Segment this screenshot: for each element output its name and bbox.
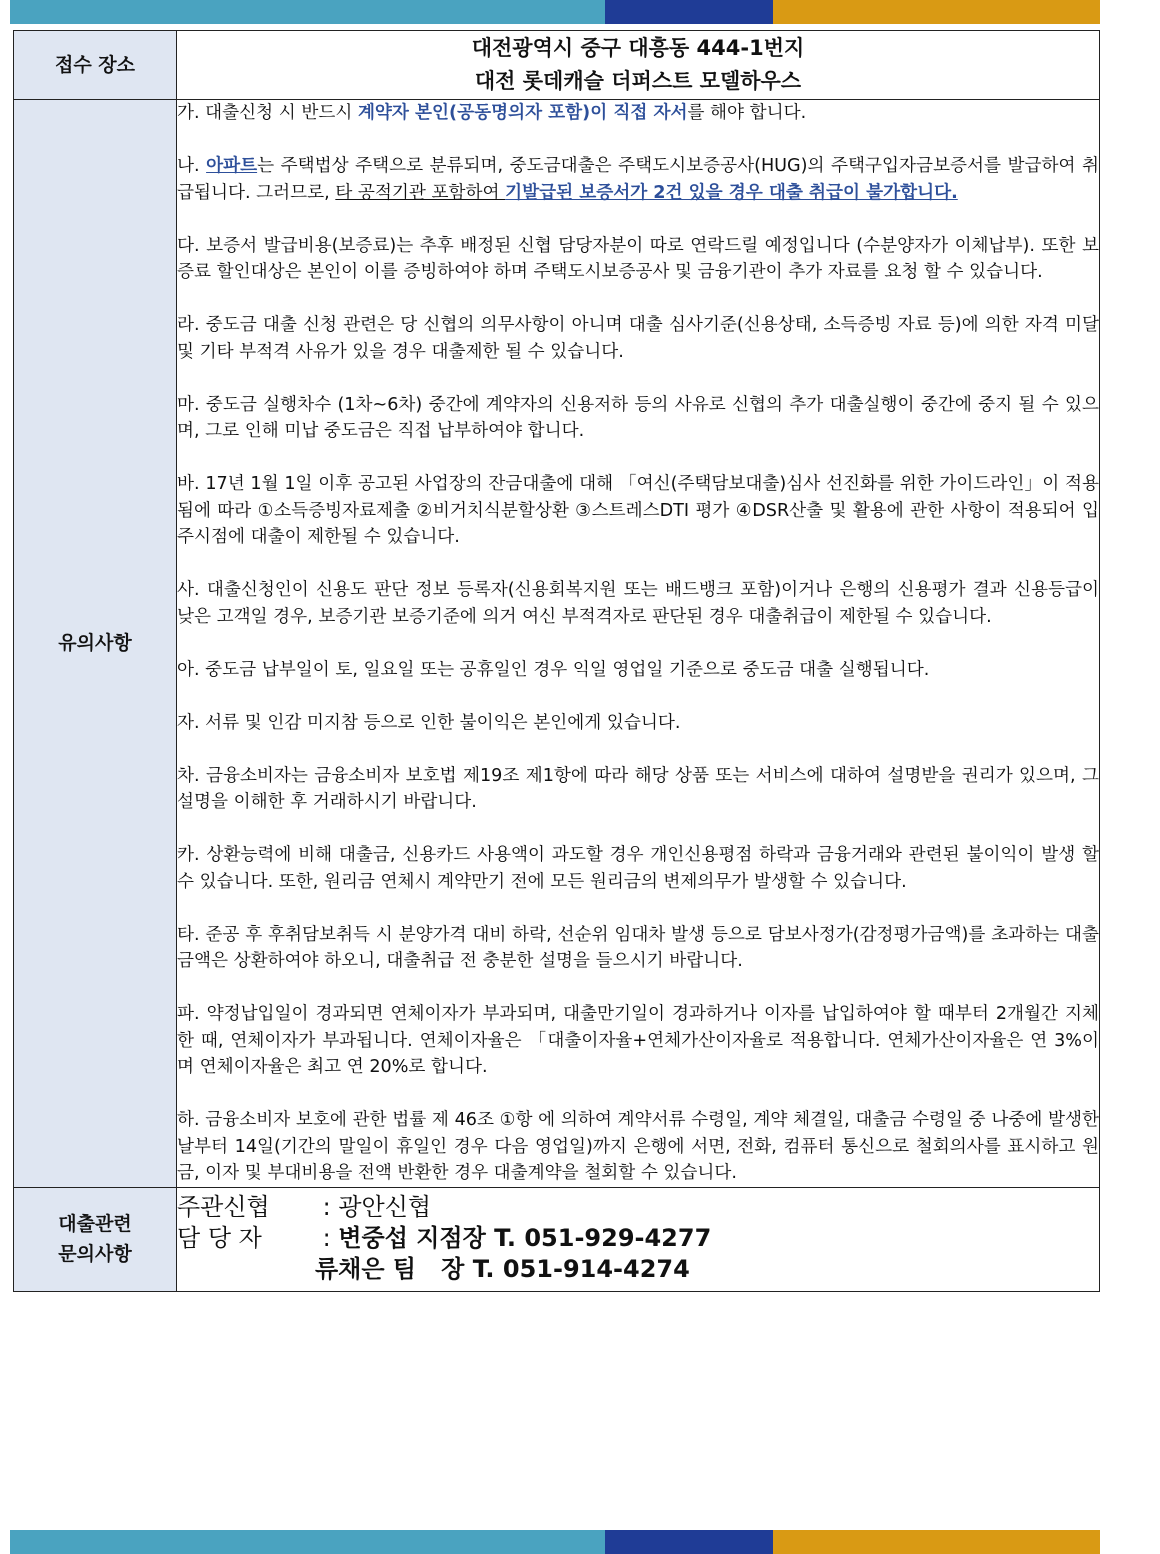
note-ha: 하. 금융소비자 보호에 관한 법률 제 46조 ①항 에 의하여 계약서류 수령일, 계약 체결일, 대출금 수령일 중 나중에 발생한 날부터 14일(기간의 말일이 휴일인 경우 다음 영업일)까지 은행에 서면, 전화, 컴퓨터 통신으로 철회의사를 표시하고 원금, 이자 및 부대비용을 전액 반환한 경우 대출계약을 철회할 수 있습니다. [177,1110,1099,1183]
contact-org-sep: : [315,1192,339,1221]
note-na [177,153,1099,206]
note-ra: 라. 중도금 대출 신청 관련은 당 신협의 의무사항이 아니며 대출 심사기준(신용상태, 소득증빙 자료 등)에 의한 자격 미달 및 기타 부적격 사유가 있을 경우 대출제한 될 수 있습니다. [177,315,1099,362]
band-segment-gold [773,1530,1100,1554]
note-pa: 파. 약정납입일이 경과되면 연체이자가 부과되며, 대출만기일이 경과하거나 이자를 납입하여야 할 때부터 2개월간 지체한 때, 연체이자가 부과됩니다. 연체이자율은 「대출이자율+연체가산이자율로 적용합니다. 연체가산이자율은 연 3%이며 연체이자율은 최고 연 20%로 합니다. [177,1004,1100,1077]
band-segment-teal [10,1530,605,1554]
note-ga-highlight: 계약자 본인(공동명의자 포함)이 직접 자서 [357,103,688,123]
contact-org-key: 주관신협 [177,1192,270,1221]
note-na-underline: 타 공적기관 포함하여 [335,182,506,203]
band-segment-navy [605,0,773,24]
note-ta: 타. 준공 후 후취담보취득 시 분양가격 대비 하락, 선순위 임대차 발생 등으로 담보사정가(감정평가금액)를 초과하는 대출금액은 상환하여야 하오니, 대출취급 전 충분한 설명을 들으시기 바랍니다. [177,924,1099,971]
contact-staff-key: 담 당 자 [177,1223,262,1252]
bottom-color-band [10,1530,1100,1554]
note-na-highlight: 아파트 [206,156,258,176]
note-ma: 마. 중도금 실행차수 (1차~6차) 중간에 계약자의 신용저하 등의 사유로 신협의 추가 대출실행이 중간에 중지 될 수 있으며, 그로 인해 미납 중도금은 직접 납부하여야 합니다. [177,394,1099,441]
contact-staff-2: 류채은 팀 장 T. 051-914-4274 [315,1254,690,1283]
band-segment-navy [605,1530,773,1554]
contact-org-row [177,1192,1099,1223]
top-color-band [10,0,1100,24]
note-cha: 차. 금융소비자는 금융소비자 보호법 제19조 제1항에 따라 해당 상품 또는 서비스에 대하여 설명받을 권리가 있으며, 그 설명을 이해한 후 거래하시기 바랍니다. [177,765,1099,812]
note-na-prefix: 나. [177,156,207,176]
loan-notice-table [13,30,1100,1292]
venue-address [177,31,1100,100]
venue-address-line2: 대전 롯데캐슬 더퍼스트 모델하우스 [474,69,802,93]
contact-org-value: 광안신협 [338,1192,432,1221]
note-ga-text: 가. 대출신청 시 반드시 [177,103,358,123]
venue-row [14,31,1100,100]
note-da: 다. 보증서 발급비용(보증료)는 추후 배정된 신협 담당자분이 따로 연락드릴 예정입니다 (수분양자가 이체납부). 또한 보증료 할인대상은 본인이 이를 증빙하여야 하며 주택도시보증공사 및 금융기관이 추가 자료를 요청 할 수 있습니다. [177,235,1099,282]
contact-content [177,1187,1100,1291]
note-ga-text-end: 를 해야 합니다. [687,103,807,123]
note-ga [177,100,1099,127]
contact-staff-row-2 [177,1254,1099,1285]
venue-label: 접수 장소 [14,31,177,100]
note-ja: 자. 서류 및 인감 미지참 등으로 인한 불이익은 본인에게 있습니다. [177,712,681,733]
note-ba: 바. 17년 1월 1일 이후 공고된 사업장의 잔금대출에 대해 「여신(주택담보대출)심사 선진화를 위한 가이드라인」이 적용됨에 따라 ①소득증빙자료제출 ②비거치식분할상환 ③스트레스DTI 평가 ④DSR산출 및 활용에 관한 사항이 적용되어 입주시점에 대출이 제한될 수 있습니다. [177,474,1099,547]
notes-row [14,100,1100,1188]
notes-label: 유의사항 [14,100,177,1188]
note-na-highlight-warning: 기발급된 보증서가 2건 있을 경우 대출 취급이 불가합니다. [505,182,958,203]
band-segment-gold [773,0,1100,24]
notes-content [177,100,1100,1188]
contact-label [14,1187,177,1291]
venue-address-line1: 대전광역시 중구 대흥동 444-1번지 [471,36,805,60]
contact-staff-1: 변중섭 지점장 T. 051-929-4277 [338,1223,712,1252]
contact-staff-sep: : [315,1223,339,1252]
note-ka: 카. 상환능력에 비해 대출금, 신용카드 사용액이 과도할 경우 개인신용평점 하락과 금융거래와 관련된 불이익이 발생 할 수 있습니다. 또한, 원리금 연체시 계약만기 전에 모든 원리금의 변제의무가 발생할 수 있습니다. [177,845,1099,892]
notes-list [177,100,1099,1187]
contact-info [177,1188,1099,1291]
contact-label-line2: 문의사항 [58,1243,132,1265]
note-sa: 사. 대출신청인이 신용도 판단 정보 등록자(신용회복지원 또는 배드뱅크 포함)이거나 은행의 신용평가 결과 신용등급이 낮은 고객일 경우, 보증기관 보증기준에 의거 여신 부적격자로 판단된 경우 대출취급이 제한될 수 있습니다. [177,580,1099,627]
note-na-text: 는 주택법상 주택으로 분류되며, 중도금대출은 주택도시보증공사(HUG)의 주택구입자금보증서를 발급하여 취급됩니다. 그러므로, [177,156,1099,203]
band-segment-teal [10,0,605,24]
contact-label-line1: 대출관련 [58,1213,132,1235]
contact-staff-row [177,1223,1099,1254]
note-a: 아. 중도금 납부일이 토, 일요일 또는 공휴일인 경우 익일 영업일 기준으로 중도금 대출 실행됩니다. [177,659,930,680]
contact-row [14,1187,1100,1291]
